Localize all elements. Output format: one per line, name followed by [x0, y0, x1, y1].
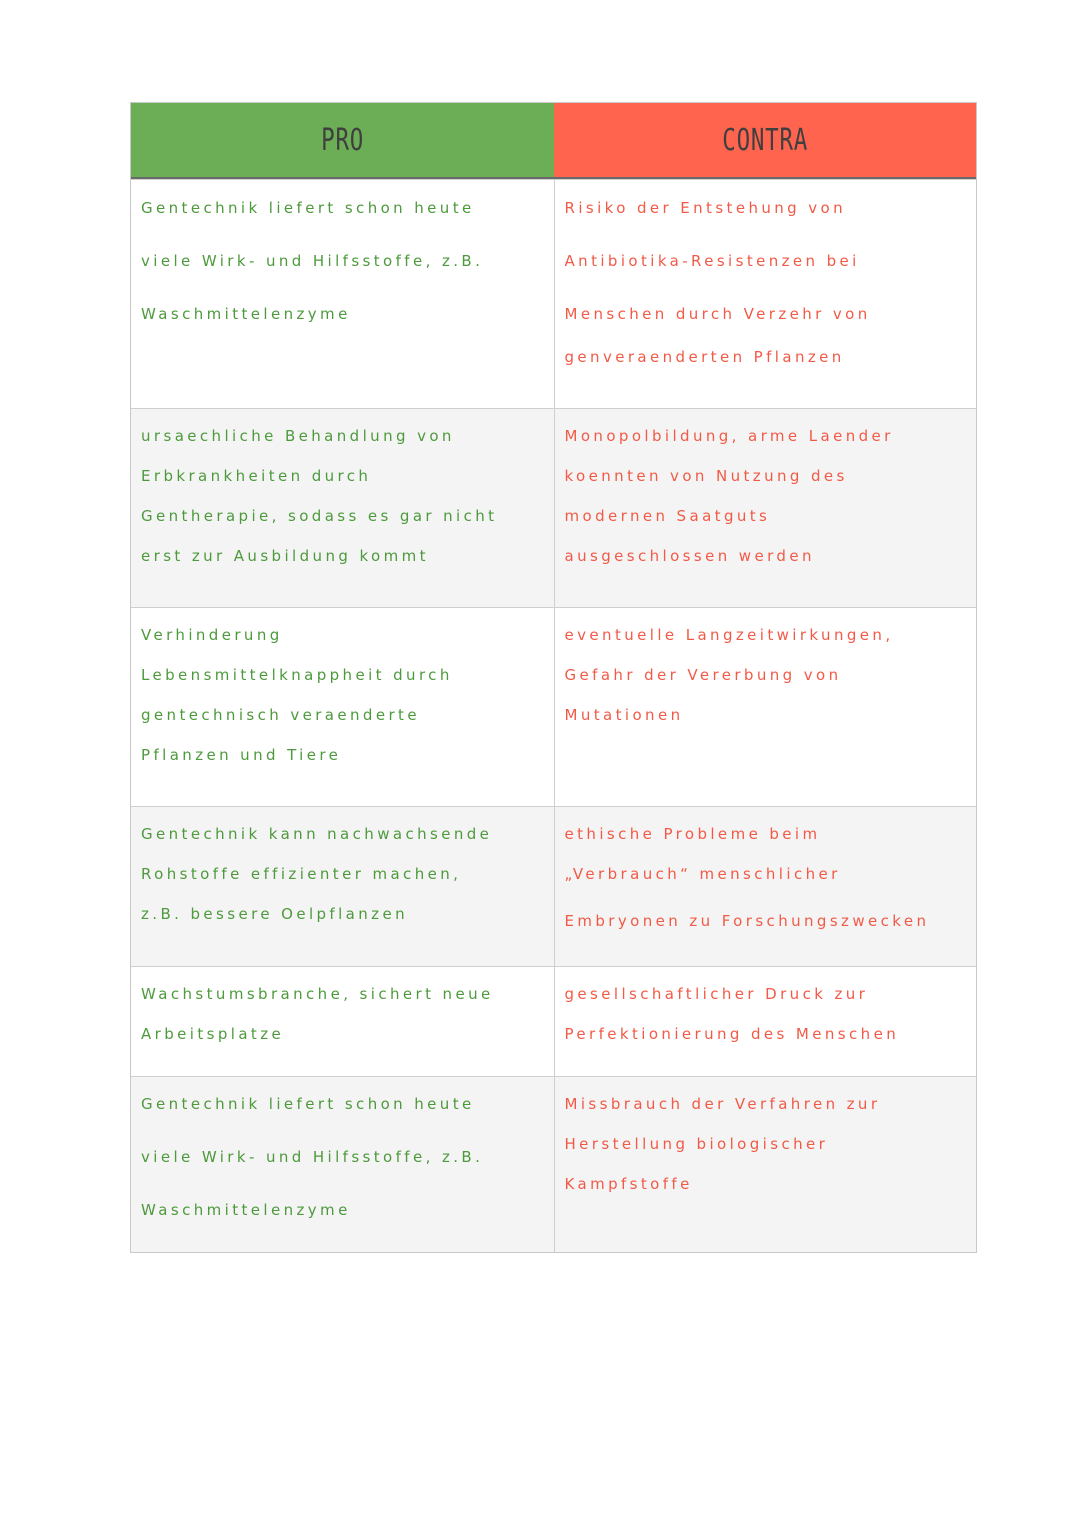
pro-contra-table [130, 102, 977, 1253]
pro-text-line: Verhinderung [141, 626, 283, 644]
contra-text-line: Missbrauch der Verfahren zur [564, 1095, 881, 1113]
contra-text-line: Herstellung biologischer [564, 1135, 829, 1153]
contra-text-line: Antibiotika‑Resistenzen bei [564, 252, 860, 270]
pro-text-line: Waschmittelenzyme [141, 1201, 351, 1219]
contra-cell [554, 180, 977, 408]
pro-text-line: Waschmittelenzyme [141, 305, 351, 323]
contra-text-line: koennten von Nutzung des [564, 467, 848, 485]
contra-text-line: eventuelle Langzeitwirkungen, [564, 626, 894, 644]
contra-text-line: Menschen durch Verzehr von [564, 305, 871, 323]
contra-text-line: „Verbrauch“ menschlicher [564, 865, 841, 883]
table-row [131, 179, 976, 408]
pro-text-line: Gentechnik liefert schon heute [141, 199, 475, 217]
table-row [131, 1076, 976, 1252]
contra-text-line: ausgeschlossen werden [564, 547, 815, 565]
pro-text-line: viele Wirk‑ und Hilfsstoffe, z.B. [141, 252, 484, 270]
pro-cell [131, 409, 554, 607]
contra-cell [554, 409, 977, 607]
contra-text-line: Gefahr der Vererbung von [564, 666, 842, 684]
pro-text-line: ursaechliche Behandlung von [141, 427, 455, 445]
pro-text-line: gentechnisch veraenderte [141, 706, 420, 724]
pro-text-line: erst zur Ausbildung kommt [141, 547, 429, 565]
table-row [131, 607, 976, 806]
table-header-row [131, 103, 976, 179]
pro-header-label: PRO [320, 122, 364, 158]
contra-text-line: ethische Probleme beim [564, 825, 821, 843]
pro-cell [131, 807, 554, 966]
table-row [131, 408, 976, 607]
contra-text-line: Embryonen zu Forschungszwecken [564, 912, 930, 930]
pro-text-line: z.B. bessere Oelpflanzen [141, 905, 408, 923]
table-row [131, 806, 976, 966]
pro-text-line: Gentechnik liefert schon heute [141, 1095, 475, 1113]
pro-text-line: Gentherapie, sodass es gar nicht [141, 507, 498, 525]
contra-text-line: Mutationen [564, 706, 684, 724]
contra-text-line: modernen Saatguts [564, 507, 771, 525]
pro-text-line: Wachstumsbranche, sichert neue [141, 985, 494, 1003]
pro-cell [131, 180, 554, 408]
contra-header-label: CONTRA [721, 122, 808, 158]
pro-text-line: Rohstoffe effizienter machen, [141, 865, 462, 883]
contra-text-line: gesellschaftlicher Druck zur [564, 985, 869, 1003]
contra-cell [554, 967, 977, 1076]
pro-cell [131, 608, 554, 806]
contra-text-line: Kampfstoffe [564, 1175, 693, 1193]
contra-header-cell [554, 103, 977, 179]
pro-cell [131, 1077, 554, 1252]
pro-text-line: Lebensmittelknappheit durch [141, 666, 453, 684]
pro-text-line: Pflanzen und Tiere [141, 746, 342, 764]
pro-text-line: Gentechnik kann nachwachsende [141, 825, 493, 843]
contra-cell [554, 1077, 977, 1252]
pro-cell [131, 967, 554, 1076]
contra-cell [554, 608, 977, 806]
contra-text-line: Monopolbildung, arme Laender [564, 427, 894, 445]
pro-text-line: viele Wirk‑ und Hilfsstoffe, z.B. [141, 1148, 484, 1166]
contra-cell [554, 807, 977, 966]
contra-text-line: genveraenderten Pflanzen [564, 348, 845, 366]
pro-text-line: Arbeitsplatze [141, 1025, 285, 1043]
table-row [131, 966, 976, 1076]
contra-text-line: Perfektionierung des Menschen [564, 1025, 900, 1043]
pro-header-cell [131, 103, 554, 179]
pro-text-line: Erbkrankheiten durch [141, 467, 372, 485]
contra-text-line: Risiko der Entstehung von [564, 199, 847, 217]
